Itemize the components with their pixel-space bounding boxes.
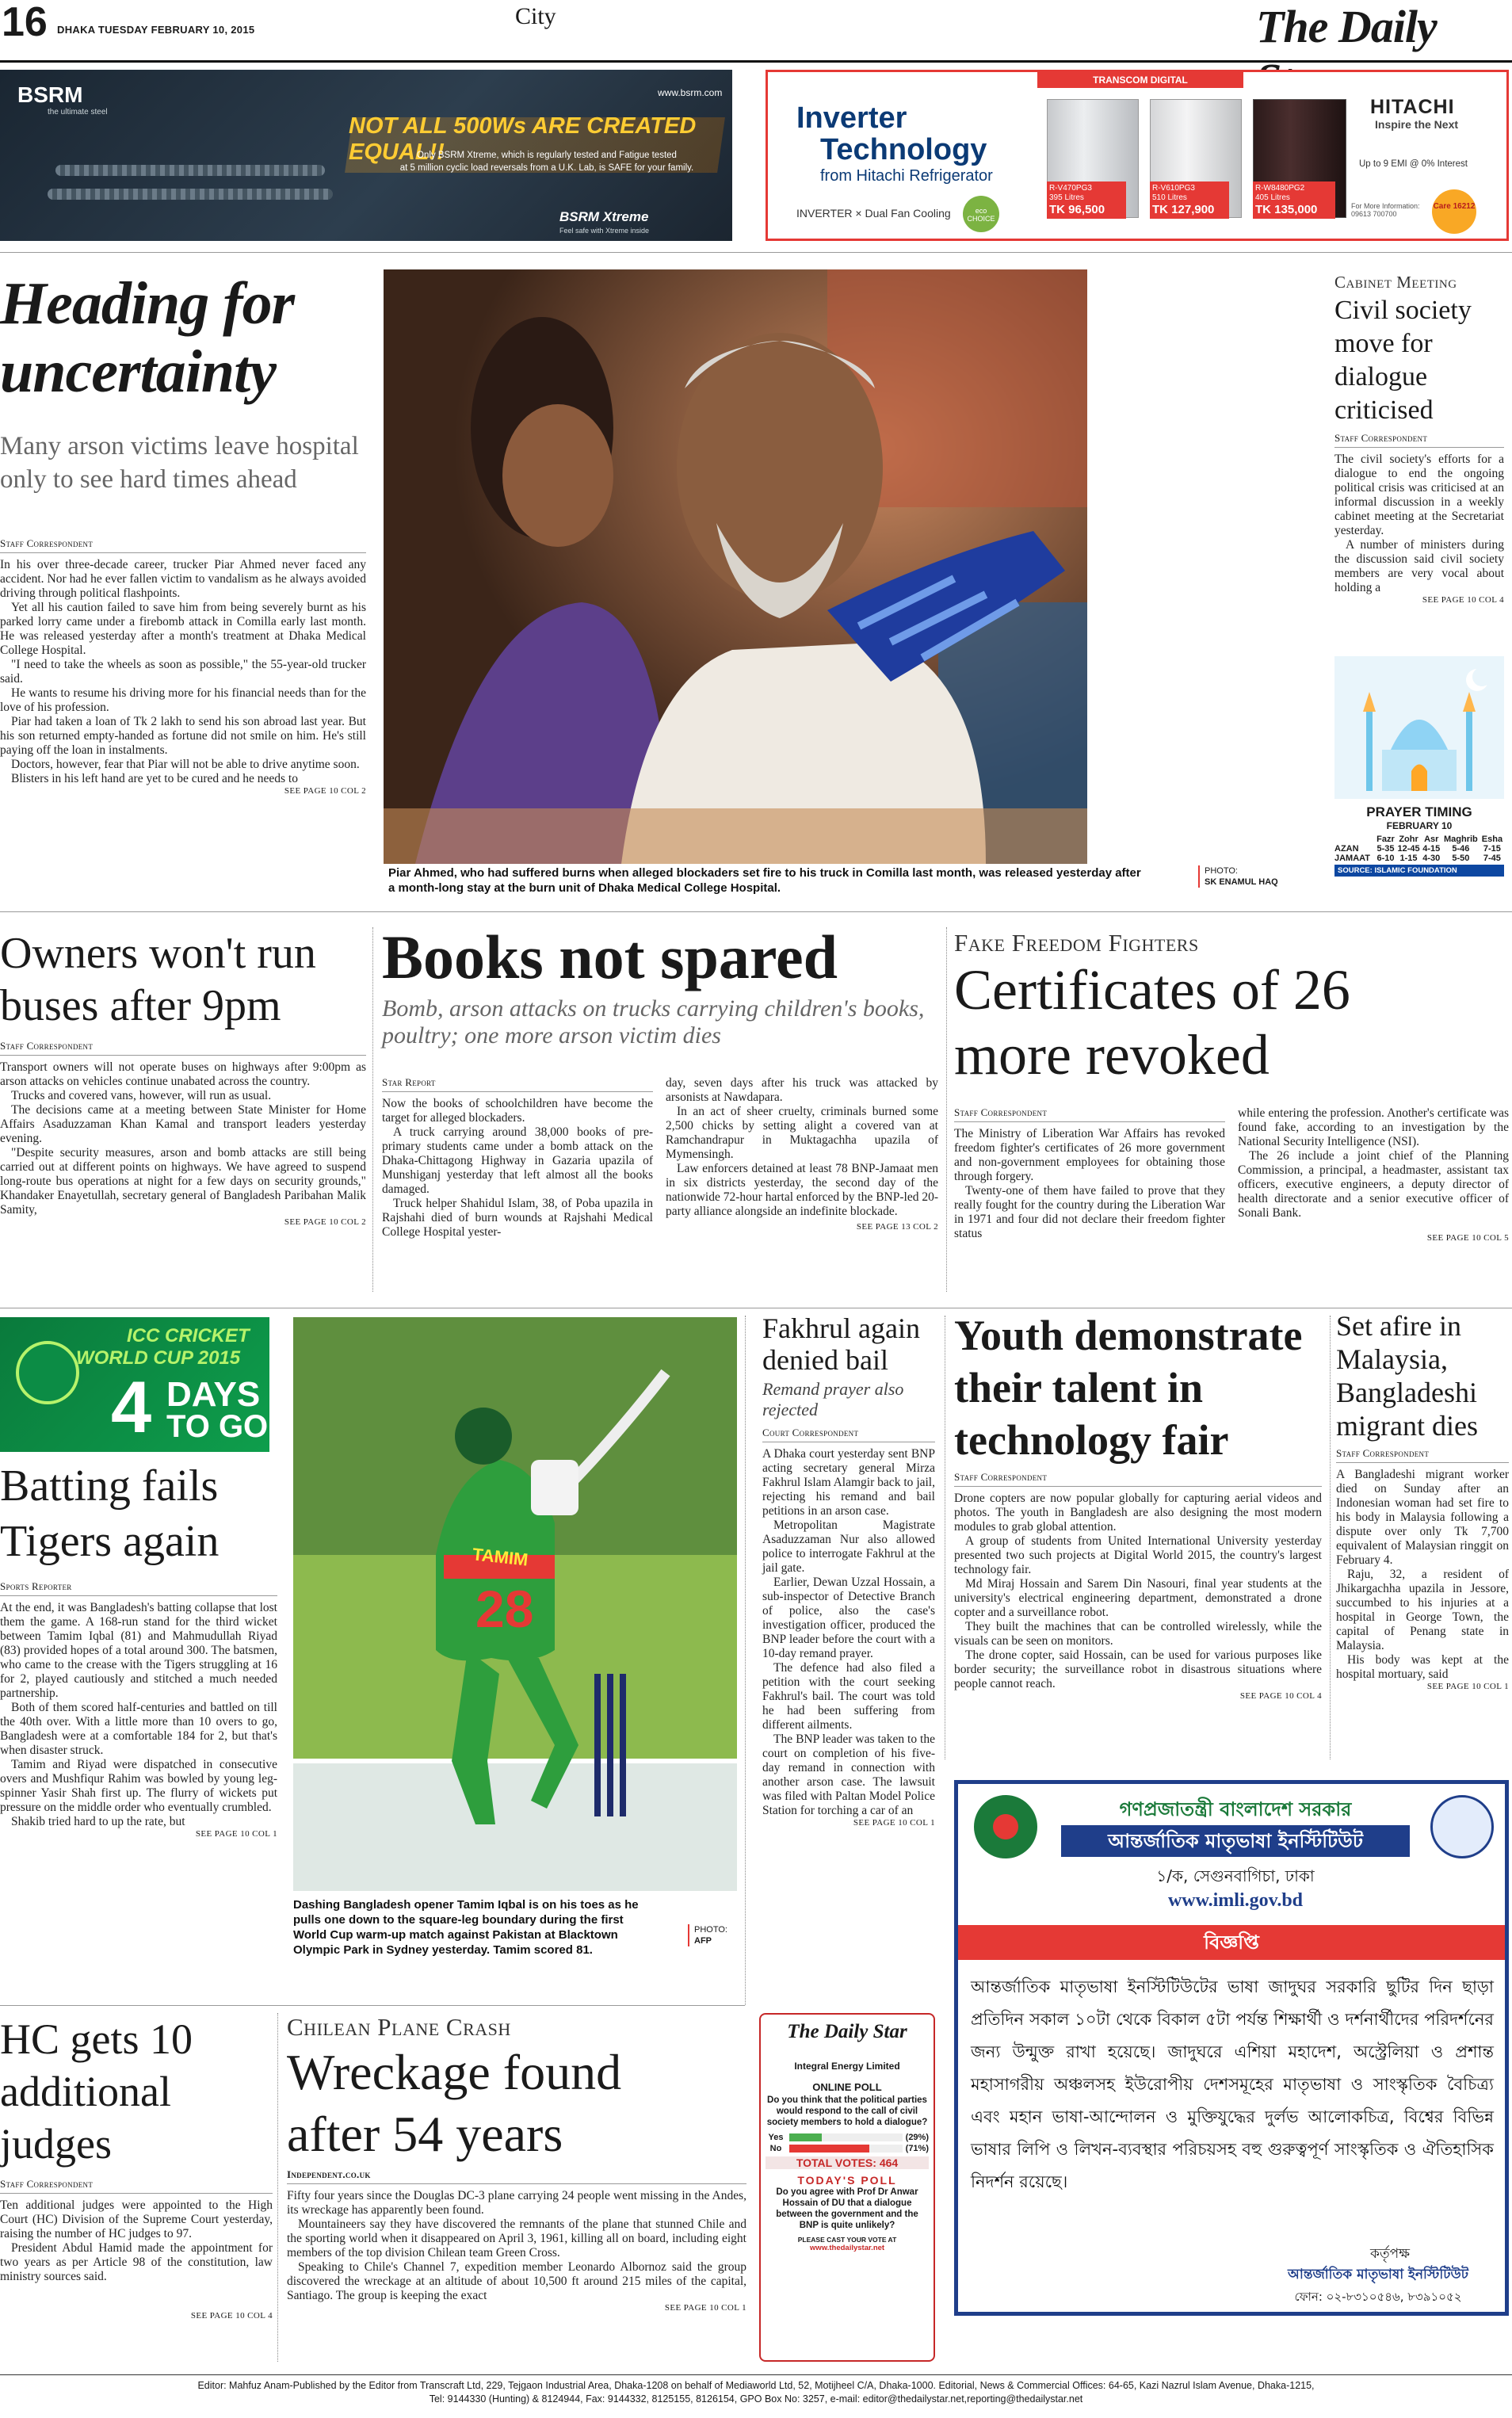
paragraph: He wants to resume his driving more for his financial needs than for the love of his profession. [0,686,366,714]
poll-options [766,2133,929,2153]
prayer-table [1334,835,1504,863]
paragraph: Now the books of schoolchildren have become the target for alleged blockaders. [382,1097,653,1125]
poll-bar [789,2133,822,2141]
fakhrul-deck: Remand prayer also rejected [762,1379,904,1419]
lead-headline: Heading for uncertainty [0,270,295,405]
paragraph: Blisters in his left hand are yet to be cured and he needs to [11,772,298,785]
freedom-col1 [954,1127,1225,1241]
books-col1 [382,1097,653,1240]
malaysia-body [1336,1468,1509,1682]
paragraph: Tamim and Riyad were dispatched in consecutive overs and Mushfiqur Rahim was bowled by young leg-spinner Yasir Shah first up. The flurry of wickets put pressure on the middle order who eventually crumbled. [0,1758,277,1814]
cabinet-headline: Civil society move for dialogue criticised [1334,296,1472,425]
notice-institute: আন্তর্জাতিক মাতৃভাষা ইনস্টিটিউট [1061,1825,1410,1857]
paragraph: The defence had also filed a petition with the court seeking Fakhrul's bail. The court was told he had been suffering from different ailments. [762,1661,935,1732]
freedom-col2 [1238,1106,1509,1220]
footer-imprint [0,2379,1512,2406]
youth-body [954,1492,1322,1691]
prayer-time: 5-35 [1376,844,1395,854]
prayer-time: 6-10 [1376,854,1395,863]
bsrm-logo: BSRM [17,82,83,107]
hitachi-subtitle: from Hitachi Refrigerator [820,167,993,185]
fakhrul-byline: Court Correspondent [762,1427,935,1442]
hitachi-title-1: Inverter [796,101,907,135]
bsrm-url[interactable]: www.bsrm.com [658,87,723,98]
paragraph: Mountaineers say they have discovered the remnants of the plane that stunned Chile and the sporting world when it disappeared on April 3, 1961, killing all on board, including eight members of the top division Chilean team Green Cross. [287,2217,746,2259]
poll-title: ONLINE POLL [812,2081,882,2093]
lead-photo-caption: Piar Ahmed, who had suffered burns when alleged blockaders set fire to his truck in Comilla last month, was released yesterday after a month-long stay at the burn unit of Dhaka Medical College Hospital. [388,866,1141,895]
prayer-time: 5-46 [1452,844,1470,854]
hc-headline: HC gets 10 additional judges [0,2015,193,2168]
paragraph: Fifty four years since the Douglas DC-3 plane carrying 24 people went missing in the Andes, its wreckage has apparently been found. [287,2189,746,2217]
malaysia-byline: Staff Correspondent [1336,1447,1509,1463]
hitachi-title-2: Technology [820,133,987,166]
cabinet-see-page[interactable]: SEE PAGE 10 COL 4 [1422,595,1504,605]
cricket-byline: Sports Reporter [0,1580,277,1596]
prayer-row-label: JAMAAT [1334,854,1371,863]
malaysia-headline: Set afire in Malaysia, Bangladeshi migrant dies [1336,1310,1478,1442]
paragraph: In an act of sheer cruelty, criminals burned some 2,500 chicks by setting alight a covered van at Ramchandrapur in Muktagachha upazila of Mymensingh. [666,1105,938,1161]
lead-byline: Staff Correspondent [0,537,366,553]
poll-option [766,2144,929,2153]
bsrm-product-tag: Feel safe with Xtreme inside [559,227,650,235]
paragraph: Ten additional judges were appointed to the High Court (HC) Division of the Supreme Court yesterday, raising the number of HC judges to 97. [0,2198,273,2240]
paragraph: Speaking to Chile's Channel 7, expedition member Leonardo Albornoz said the group discovered the wreckage at an altitude of about 10,500 ft around 215 miles of the capital, Santiago. The group is keeping the exact [287,2260,746,2302]
books-byline: Star Report [382,1076,653,1092]
prayer-date: FEBRUARY 10 [1386,820,1453,831]
hc-body [0,2198,273,2284]
hitachi-ad[interactable] [766,70,1509,241]
fakhrul-headline: Fakhrul again denied bail [762,1312,920,1376]
freedom-kicker: Fake Freedom Fighters [954,929,1199,957]
paragraph: Twenty-one of them have failed to prove that they really fought for the country during the Liberation War in 1971 and four did not declare their freedom fighter status [954,1184,1225,1240]
notice-authority-name: আন্তর্জাতিক মাতৃভাষা ইনস্টিটিউট [1288,2267,1468,2282]
prayer-time: 5-50 [1452,854,1470,863]
buses-byline: Staff Correspondent [0,1040,366,1056]
paragraph: Raju, 32, a resident of Jhikargachha upazila in Jessore, succumbed to his injuries at a hospital in George Town, the capital of Penang state in Malaysia. [1336,1568,1509,1652]
section-name: City [515,3,556,29]
paragraph: Md Miraj Hossain and Sarem Din Nasouri, final year students at the university's electrical engineering department, demonstrated a drone copter and a surveillance robot. [954,1577,1322,1619]
paragraph: The 26 include a joint chief of the Planning Commission, a principal, a headmaster, assistant tax officers, executive engineers, a deputy director of health directorate and a senior executive officer of Sonali Bank. [1238,1149,1509,1220]
imli-logo-icon [1430,1795,1494,1858]
paragraph: The drone copter, said Hossain, can be used for various purposes like border security; the surveillance robot in disastrous situations where people cannot reach. [954,1648,1322,1690]
notice-gov-title: গণপ্রজাতন্ত্রী বাংলাদেশ সরকার [1119,1798,1352,1820]
fakhrul-see-page[interactable]: SEE PAGE 10 COL 1 [853,1818,935,1828]
paragraph: They built the machines that can be controlled wirelessly, while the visuals can be seen on monitors. [954,1620,1322,1648]
paragraph: Doctors, however, fear that Piar will not be able to drive anytime soon. [11,758,360,771]
plane-see-page[interactable]: SEE PAGE 10 COL 1 [664,2303,746,2313]
prayer-time: 4-15 [1422,844,1441,854]
cricket-headline: Batting fails Tigers again [0,1461,220,1566]
cricket-ball-icon [16,1341,79,1404]
paragraph: Metropolitan Magistrate Asaduzzaman Nur also allowed police to interrogate Fakhrul at the jail gate. [762,1518,935,1575]
poll-option-label: No [769,2144,782,2153]
poll-option-pct: (29%) [905,2133,929,2142]
info-text: For More Information: 09613 700700 [1351,202,1420,218]
paragraph: while entering the profession. Another's certificate was found fake, according to an investigation by the National Security Intelligence (NSI). [1238,1106,1509,1148]
youth-see-page[interactable]: SEE PAGE 10 COL 4 [1239,1691,1322,1701]
cricket-photo [293,1317,737,1891]
mosque-icon [1334,656,1504,799]
notice-body: আন্তর্জাতিক মাতৃভাষা ইনস্টিটিউটের ভাষা জাদুঘর সরকারি ছুটির দিন ছাড়া প্রতিদিন সকাল ১০টা থেকে বিকাল ৫টা পর্যন্ত শিক্ষার্থী ও দর্শনার্থীদের পরিদর্শনের জন্য উন্মুক্ত রাখা হয়েছে। জাদুঘরে এশিয়া মহাদেশ, অস্ট্রেলিয়া ও প্রশান্ত মহাসাগরীয় অঞ্চলসহ ইউরোপীয় দেশসমূহের মাতৃভাষা ও সাংস্কৃতিক বৈচিত্র্য এবং মহান ভাষা-আন্দোলন ও মুক্তিযুদ্ধের দুর্লভ আলোকচিত্র, বিশ্বের বিভিন্ন ভাষার লিপি ও লিখন-ব্যবস্থার পরিচয়সহ বহু গুরুত্বপূর্ণ সাংস্কৃতিক ও ঐতিহাসিক নিদর্শন রয়েছে। [971,1977,1494,2191]
hitachi-logo: HITACHI [1370,96,1455,118]
poll-today-label: TODAY'S POLL [797,2174,897,2187]
paragraph: In his over three-decade career, trucker Piar Ahmed never faced any accident. Nor had he ever fallen victim to vandalism as he always avoided driving through political flashpoints. [0,558,366,600]
fakhrul-body [762,1447,935,1818]
bsrm-body-1: Only BSRM Xtreme, which is regularly tested and Fatigue tested [417,151,677,160]
cabinet-body [1334,453,1504,595]
buses-body [0,1060,366,1217]
prayer-time: 7-15 [1483,844,1501,854]
jersey-number: 28 [475,1580,534,1638]
jersey-name: TAMIM [471,1544,529,1570]
notice-website[interactable]: www.imli.gov.bd [1167,1890,1304,1911]
poll-logo: The Daily Star [787,2021,907,2042]
paragraph: Transport owners will not operate buses on highways after 9:00pm as arson attacks on vehicles continue unabated across the country. [0,1060,366,1088]
imli-notice [954,1780,1509,2316]
prayer-title: PRAYER TIMING [1366,804,1472,819]
poll-option-pct: (71%) [905,2144,929,2153]
hitachi-feature: INVERTER × Dual Fan Cooling [796,207,951,220]
paragraph: President Abdul Hamid made the appointment for two years as per Article 98 of the constitution, law ministry sources said. [0,2241,273,2283]
paragraph: The decisions came at a meeting between State Minister for Home Affairs Asaduzzaman Khan Kamal and transport leaders yesterday evening. [0,1103,366,1145]
prayer-column-header: Maghrib [1443,835,1478,844]
dateline: DHAKA TUESDAY FEBRUARY 10, 2015 [57,24,255,36]
notice-address: ১/ক, সেগুনবাগিচা, ঢাকা [1156,1866,1315,1885]
prayer-time: 7-45 [1483,854,1501,863]
poll-option-label: Yes [768,2133,784,2142]
prayer-column-header: Fazr [1376,835,1395,844]
prayer-column-header: Esha [1481,835,1503,844]
lead-photo-illustration [384,269,1087,864]
emi-text: Up to 9 EMI @ 0% Interest [1359,159,1468,169]
govt-seal-icon [974,1795,1037,1858]
prayer-time: 1-15 [1399,854,1418,863]
paragraph: A truck carrying around 38,000 books of pre-primary students came under a bomb attack on the Dhaka-Chittagong Highway in Gazaria upazila of Munshiganj yesterday that left almost all the books damaged. [382,1125,653,1196]
cricket-photo-credit: PHOTO: AFP [688,1924,727,1946]
hc-byline: Staff Correspondent [0,2178,273,2194]
lead-body [0,558,366,786]
paragraph: The civil society's efforts for a dialogue to end the ongoing political crisis was criticised at an informal discussion in a weekly cabinet meeting at the Secretariat yesterday. [1334,453,1504,537]
paragraph: "Despite security measures, arson and bomb attacks are still being carried out at different points on highways. We have agreed to suspend long-route bus operations at night for a few days on security grounds," Khandaker Enayetullah, secretary general of Bangladesh Paribahan Malik Samity, [0,1146,366,1217]
books-headline: Books not spared [382,923,838,991]
cricket-countdown-badge: ICC CRICKET WORLD CUP 2015 4 DAYS TO GO [0,1317,269,1452]
transcom-banner: TRANSCOM DIGITAL [1037,72,1243,88]
care-badge: Care 16212 [1432,189,1476,234]
cricket-see-page[interactable]: SEE PAGE 10 COL 1 [195,1829,277,1839]
prayer-source: SOURCE: ISLAMIC FOUNDATION [1334,865,1504,877]
prayer-box [1334,656,1504,877]
books-deck: Bomb, arson attacks on trucks carrying children's books, poultry; one more arson victim dies [382,995,925,1049]
notice-phone: ফোন: ০২-৮৩১০৫৪৬, ৮৩৯১০৫২ [1294,2290,1462,2304]
poll-option [766,2133,929,2142]
freedom-byline: Staff Correspondent [954,1106,1225,1122]
freedom-headline: Certificates of 26 more revoked [954,958,1350,1087]
price-tag-1: R-V470PG3 395 Litres TK 96,500 [1047,181,1126,219]
poll-question: Do you think that the political parties would respond to the call of civil society members to hold a dialogue? [766,2095,928,2127]
poll-bar [789,2145,869,2153]
paragraph: A Bangladeshi migrant worker died on Sunday after an Indonesian woman had set fire to his body in Malaysia following a dispute over only Tk 7,700 equivalent of Malaysian ringgit on February 4. [1336,1468,1509,1567]
paragraph: Law enforcers detained at least 78 BNP-Jamaat men in six districts yesterday, the second day of the nationwide 72-hour hartal enforced by the BNP-led 20-party alliance alongside an indefinite blockade. [666,1162,938,1218]
prayer-time: 4-30 [1422,854,1441,863]
paragraph: day, seven days after his truck was attacked by arsonists at Nawdapara. [666,1076,938,1104]
paragraph: A number of ministers during the discussion said civil society members are very vocal about holding a [1334,538,1504,594]
page-number: 16 [2,0,48,45]
footer-line-1: Editor: Mahfuz Anam-Published by the Editor from Transcraft Ltd, 229, Tejgaon Industrial Area, Dhaka-1208 on behalf of Mediaworld Ltd, 52, Motijheel C/A, Dhaka-1000. Editorial, News & Commercial Offices: 64-65, Kazi Nazrul Islam Avenue, Dhaka-1215, [197,2380,1315,2391]
hc-see-page[interactable]: SEE PAGE 10 COL 4 [190,2311,273,2321]
paragraph: Yet all his caution failed to save him from being severely burnt as his parked lorry came under a firebomb attack in Comilla early last month. He was released yesterday after a month's treatment at Dhaka Medical College Hospital. [0,601,366,657]
buses-headline: Owners won't run buses after 9pm [0,929,316,1030]
paragraph: Truck helper Shahidul Islam, 38, of Poba upazila in Rajshahi died of burn wounds at Rajshahi Medical College Hospital yester- [382,1197,653,1239]
prayer-row-label: AZAN [1334,844,1359,854]
plane-kicker: Chilean Plane Crash [287,2013,511,2041]
paragraph: Earlier, Dewan Uzzal Hossain, a sub-inspector of Detective Branch of police, also the case's investigation officer, produced the BNP leader before the court with a 10-day remand prayer. [762,1576,935,1660]
youth-headline: Youth demonstrate their talent in technology fair [954,1312,1303,1464]
cricket-body [0,1601,277,1829]
prayer-time: 12-45 [1397,844,1420,854]
price-tag-3: R-W8480PG2 405 Litres TK 135,000 [1253,181,1335,219]
footer-line-2: Tel: 9144330 (Hunting) & 8124944, Fax: 9144332, 8125155, 8126154, GPO Box No: 3257, e-mail: editor@thedailystar.net,reporting@thedailystar.net [429,2393,1083,2405]
paragraph: Both of them scored half-centuries and battled on till the 40th over. With a little more than 10 overs to go, Bangladesh were at a comfortable 184 for 2, but that's when disaster struck. [0,1701,277,1757]
prayer-column-header: Asr [1424,835,1439,844]
lead-photo [384,269,1087,864]
paragraph: Piar had taken a loan of Tk 2 lakh to send his son abroad last year. But his son returned empty-handed as fortune did not smile on him. He's still paying off the loan in instalments. [0,715,366,757]
lead-photo-credit: PHOTO: SK ENAMUL HAQ [1198,865,1278,888]
plane-body [287,2189,746,2303]
paragraph: A Dhaka court yesterday sent BNP acting secretary general Mirza Fakhrul Islam Alamgir back to jail, rejecting his remand and bail petitions in an arson case. [762,1447,935,1518]
fridge-group [1047,96,1348,239]
bsrm-headline: NOT ALL 500Ws ARE CREATED EQUAL!! [349,113,697,165]
cricket-photo-caption: Dashing Bangladesh opener Tamim Iqbal is on his toes as he pulls one down to the square-leg boundary during the first World Cup warm-up match against Pakistan at Blacktown Olympic Park in Sydney yesterday. Tamim scored 81. [293,1898,639,1957]
paragraph: The BNP leader was taken to the court on completion of his five-day remand in connection with another arson case. The lawsuit was filed with Paltan Model Police Station for torching a car of an [762,1732,935,1817]
youth-byline: Staff Correspondent [954,1471,1322,1487]
hitachi-tagline: Inspire the Next [1375,118,1459,131]
freedom-see-page[interactable]: SEE PAGE 10 COL 5 [1426,1233,1509,1243]
cabinet-kicker: Cabinet Meeting [1334,273,1457,292]
price-tag-2: R-V610PG3 510 Litres TK 127,900 [1150,181,1229,219]
poll-sponsor: Integral Energy Limited [794,2061,900,2072]
paragraph: At the end, it was Bangladesh's batting collapse that lost them the game. A 168-run stand for the third wicket between Tamim Iqbal (81) and Mahmudullah Riyad (83) provided hopes of a total around 300. The batsmen, who came to the crease with the Tigers struggling at 16 for 2, played cautiously and stitched a much needed partnership. [0,1601,277,1700]
eco-choice-icon: eco CHOICE [963,196,999,232]
lead-see-page[interactable]: SEE PAGE 10 COL 2 [284,786,366,796]
paragraph: A group of students from United International University yesterday presented two such projects at Digital World 2015, the country's largest technology fair. [954,1534,1322,1576]
plane-headline: Wreckage found after 54 years [287,2044,622,2162]
bsrm-tagline: the ultimate steel [48,108,108,117]
paragraph: Drone copters are now popular globally for capturing aerial videos and photos. The youth in Bangladesh are also designing the most modern modules to grab global attention. [954,1492,1322,1534]
lead-deck: Many arson victims leave hospital only to see hard times ahead [0,432,359,494]
prayer-column-header: Zohr [1399,835,1418,844]
paragraph: Shakib tried hard to up the rate, but [11,1815,185,1828]
bsrm-product: BSRM Xtreme [559,209,649,224]
paragraph: His body was kept at the hospital mortuary, said [1336,1653,1509,1681]
newspaper-logo: The Daily [1256,1,1437,52]
malaysia-see-page[interactable]: SEE PAGE 10 COL 1 [1426,1682,1509,1691]
books-see-page[interactable]: SEE PAGE 13 COL 2 [856,1222,938,1232]
paragraph: The Ministry of Liberation War Affairs has revoked freedom fighter's certificates of 26 more government and non-government employees for obtaining those through forgery. [954,1127,1225,1183]
poll-url[interactable]: www.thedailystar.net [809,2244,885,2252]
bsrm-body-2: at 5 million cyclic load reversals from a U.K. Lab, is SAFE for your family. [399,163,694,173]
poll-today-question: Do you agree with Prof Dr Anwar Hossain of DU that a dialogue between the government and the BNP is quite unlikely? [776,2187,918,2230]
online-poll[interactable] [759,2013,935,2362]
plane-byline: Independent.co.uk [287,2168,746,2184]
paragraph: Trucks and covered vans, however, will run as usual. [11,1089,272,1102]
buses-see-page[interactable]: SEE PAGE 10 COL 2 [284,1217,366,1227]
cabinet-byline: Staff Correspondent [1334,432,1504,448]
bsrm-ad[interactable] [0,70,732,241]
notice-label: বিজ্ঞপ্তি [958,1925,1505,1960]
notice-authority: কর্তৃপক্ষ [1370,2246,1410,2262]
poll-cta: PLEASE CAST YOUR VOTE AT [797,2236,897,2244]
paragraph: "I need to take the wheels as soon as possible," the 55-year-old trucker said. [0,658,366,686]
books-col2 [666,1076,938,1219]
poll-total: TOTAL VOTES: 464 [766,2156,929,2169]
